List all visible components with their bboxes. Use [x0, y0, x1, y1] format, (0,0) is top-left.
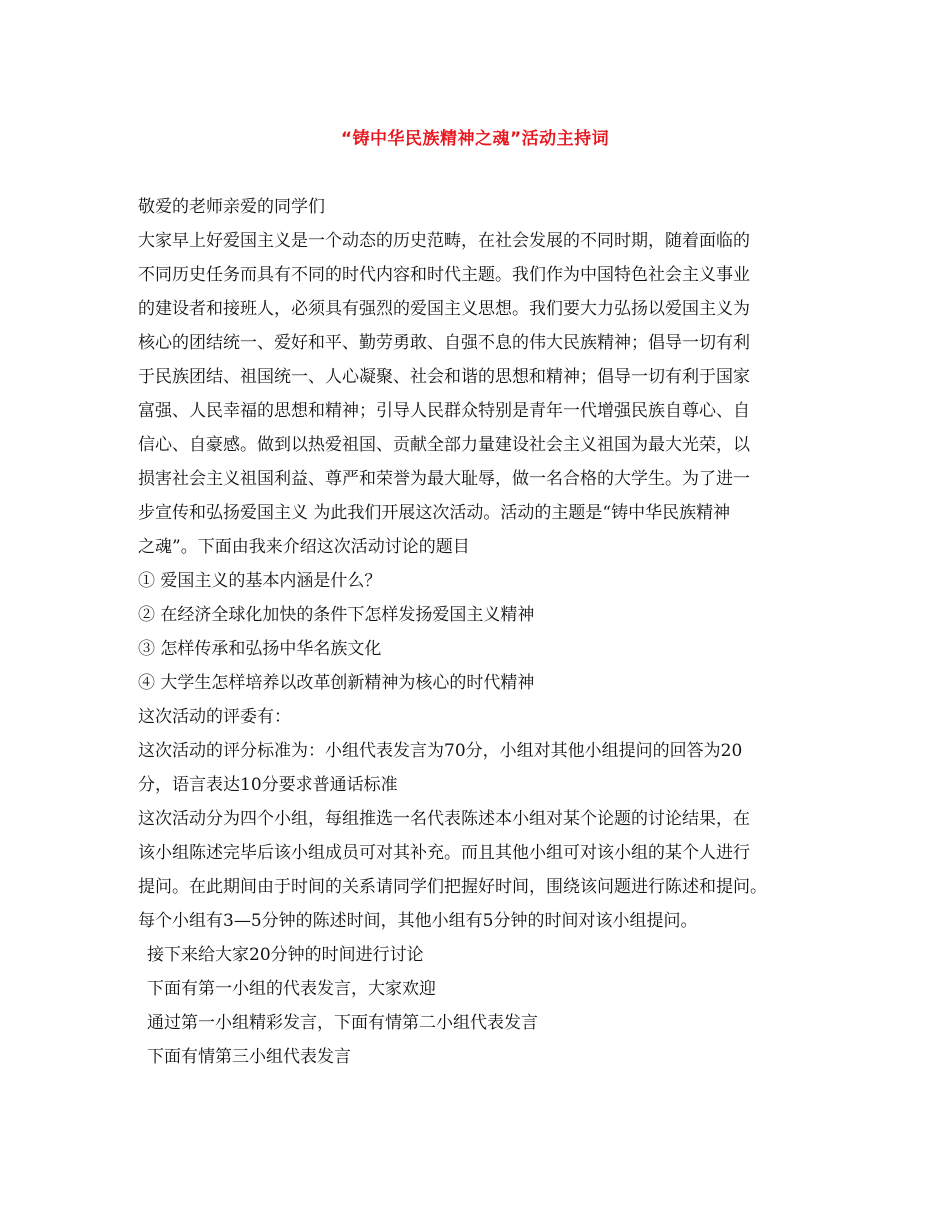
paragraph-line: 富强、人民幸福的思想和精神；引导人民群众特别是青年一代增强民族自尊心、自	[138, 401, 750, 421]
topic-item: ② 在经济全球化加快的条件下怎样发扬爱国主义精神	[138, 605, 535, 625]
scoring-line: 分，语言表达10分要求普通话标准	[138, 775, 398, 795]
paragraph-line: 不同历史任务而具有不同的时代内容和时代主题。我们作为中国特色社会主义事业	[138, 265, 750, 285]
host-line: 下面有第一小组的代表发言，大家欢迎	[147, 979, 436, 999]
judges-line: 这次活动的评委有：	[138, 707, 291, 727]
topic-item: ③ 怎样传承和弘扬中华名族文化	[138, 639, 382, 659]
rules-line: 该小组陈述完毕后该小组成员可对其补充。而且其他小组可对该小组的某个人进行	[138, 843, 750, 863]
paragraph-line: 的建设者和接班人，必须具有强烈的爱国主义思想。我们要大力弘扬以爱国主义为	[138, 299, 750, 319]
rules-line: 每个小组有3—5分钟的陈述时间，其他小组有5分钟的时间对该小组提问。	[138, 911, 698, 931]
paragraph-line: 于民族团结、祖国统一、人心凝聚、社会和谐的思想和精神；倡导一切有利于国家	[138, 367, 750, 387]
paragraph-line: 之魂”。下面由我来介绍这次活动讨论的题目	[138, 537, 470, 557]
paragraph-line: 损害社会主义祖国利益、尊严和荣誉为最大耻辱，做一名合格的大学生。为了进一	[138, 469, 750, 489]
host-line: 接下来给大家20分钟的时间进行讨论	[147, 945, 424, 965]
rules-line: 提问。在此期间由于时间的关系请同学们把握好时间，围绕该问题进行陈述和提问。	[138, 877, 767, 897]
document-body	[138, 190, 828, 1074]
greeting-line: 敬爱的老师亲爱的同学们	[138, 197, 325, 217]
scoring-line: 这次活动的评分标准为：小组代表发言为70分，小组对其他小组提问的回答为20	[138, 741, 743, 761]
rules-line: 这次活动分为四个小组，每组推选一名代表陈述本小组对某个论题的讨论结果，在	[138, 809, 750, 829]
paragraph-line: 步宣传和弘扬爱国主义 为此我们开展这次活动。活动的主题是“铸中华民族精神	[138, 503, 731, 523]
paragraph-line: 信心、自豪感。做到以热爱祖国、贡献全部力量建设社会主义祖国为最大光荣，以	[138, 435, 750, 455]
document-title: “铸中华民族精神之魂”活动主持词	[340, 129, 610, 149]
paragraph-line: 大家早上好爱国主义是一个动态的历史范畴，在社会发展的不同时期，随着面临的	[138, 231, 750, 251]
paragraph-line: 核心的团结统一、爱好和平、勤劳勇敢、自强不息的伟大民族精神；倡导一切有利	[138, 333, 750, 353]
topic-item: ④ 大学生怎样培养以改革创新精神为核心的时代精神	[138, 673, 535, 693]
host-line: 下面有情第三小组代表发言	[147, 1047, 351, 1067]
topic-item: ① 爱国主义的基本内涵是什么？	[138, 571, 382, 591]
host-line: 通过第一小组精彩发言，下面有情第二小组代表发言	[147, 1013, 538, 1033]
